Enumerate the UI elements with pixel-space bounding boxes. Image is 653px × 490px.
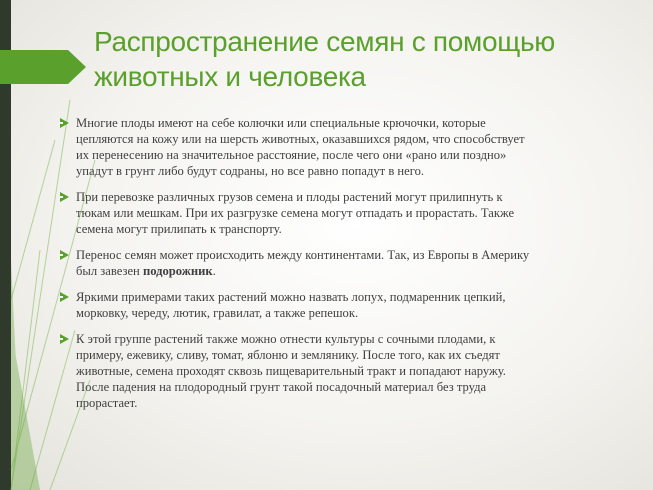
green-arrow-bullet-icon — [60, 292, 69, 302]
bullet-item — [60, 247, 530, 279]
bullet-item — [60, 289, 530, 321]
bullet-text: К этой группе растений также можно отнести культуры с сочными плодами, к примеру, ежевику, сливу, томат, яблоню и землянику. После того, как их съедят животные, семена проходят сквозь пищеварительный тракт и попадают наружу. После падения на плодородный грунт такой посадочный материал без труда прорастает. — [76, 332, 506, 410]
bullet-text: Многие плоды имеют на себе колючки или специальные крючочки, которые цепляются на кожу или на шерсть животных, оказавшихся рядом, что способствует их перенесению на значительное расстояние, после чего они «рано или поздно» упадут в грунт либо будут содраны, но все равно попадут в него. — [76, 116, 525, 178]
bullet-text-end: . — [212, 264, 216, 278]
bullet-list — [60, 115, 530, 421]
bullet-text: Перенос семян может происходить между континентами. Так, из Европы в Америку был завезен — [76, 248, 530, 278]
slide-title: Распространение семян с помощью животных и человека — [94, 26, 555, 92]
bullet-text: Яркими примерами таких растений можно назвать лопух, подмаренник цепкий, морковку, череду, лютик, гравилат, а также репешок. — [76, 290, 506, 320]
bullet-item — [60, 115, 530, 179]
bullet-item — [60, 189, 530, 237]
bullet-item — [60, 331, 530, 411]
green-arrow-bullet-icon — [60, 118, 69, 128]
green-arrow-bullet-icon — [60, 250, 69, 260]
bullet-bold-term: подорожник — [142, 264, 213, 278]
title-arrow-shape — [0, 50, 86, 84]
green-arrow-bullet-icon — [60, 192, 69, 202]
green-arrow-bullet-icon — [60, 334, 69, 344]
bullet-text: При перевозке различных грузов семена и плоды растений могут прилипнуть к тюкам или мешкам. При их разгрузке семена могут отпадать и прорастать. Также семена могут прилипать к транспорту. — [76, 190, 515, 236]
